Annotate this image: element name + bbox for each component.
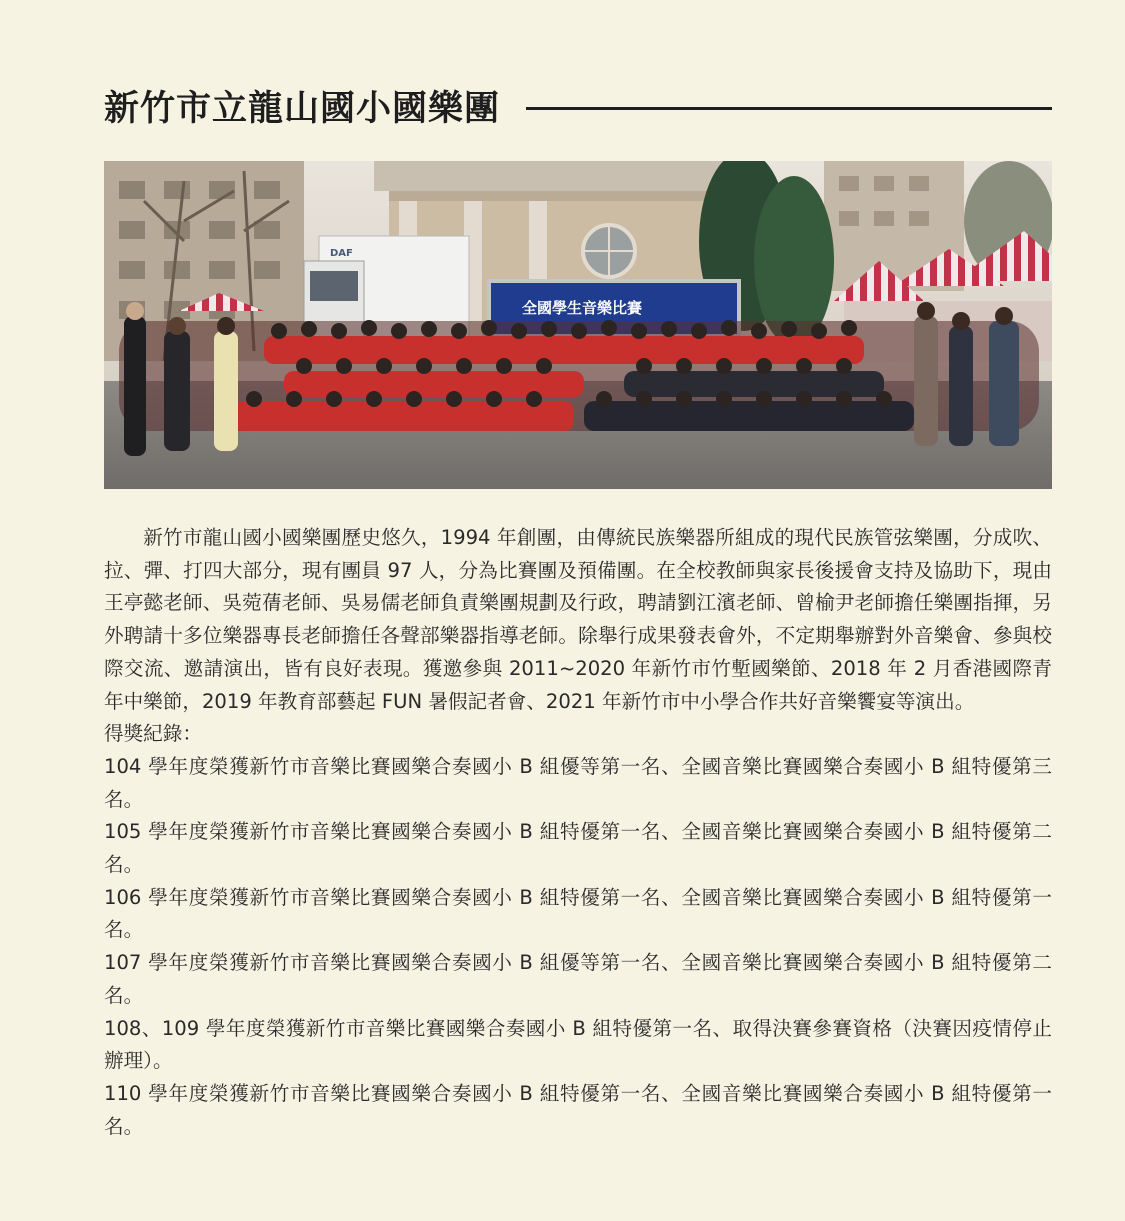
group-photo	[104, 161, 1052, 489]
award-item: 108、109 學年度榮獲新竹市音樂比賽國樂合奏國小 B 組特優第一名、取得決賽參賽資格（決賽因疫情停止辦理）。	[104, 1016, 1052, 1073]
intro-paragraph: 新竹市龍山國小國樂團歷史悠久，1994 年創團，由傳統民族樂器所組成的現代民族管弦樂團，分成吹、拉、彈、打四大部分，現有團員 97 人，分為比賽團及預備團。在全校教師與家長後援會支持及協助下，現由王亭懿老師、吳菀蒨老師、吳易儒老師負責樂團規劃及行政，聘請劉江濱老師、曾榆尹老師擔任樂團指揮，另外聘請十多位樂器專長老師擔任各聲部樂器指導老師。除舉行成果發表會外，不定期舉辦對外音樂會、參與校際交流、邀請演出，皆有良好表現。獲邀參與 2011~2020 年新竹市竹塹國樂節、2018 年 2 月香港國際青年中樂節，2019 年教育部藝起 FUN 暑假記者會、2021 年新竹市中小學合作共好音樂饗宴等演出。	[104, 526, 1052, 713]
award-item: 107 學年度榮獲新竹市音樂比賽國樂合奏國小 B 組優等第一名、全國音樂比賽國樂合奏國小 B 組特優第二名。	[104, 951, 1052, 1007]
award-item: 110 學年度榮獲新竹市音樂比賽國樂合奏國小 B 組特優第一名、全國音樂比賽國樂合奏國小 B 組特優第一名。	[104, 1081, 1052, 1138]
group-photo-illustration	[104, 161, 1052, 489]
event-banner-text: 全國學生音樂比賽	[522, 299, 643, 317]
award-item: 106 學年度榮獲新竹市音樂比賽國樂合奏國小 B 組特優第一名、全國音樂比賽國樂合奏國小 B 組特優第一名。	[104, 885, 1052, 942]
award-item: 104 學年度榮獲新竹市音樂比賽國樂合奏國小 B 組優等第一名、全國音樂比賽國樂合奏國小 B 組特優第三名。	[104, 754, 1052, 811]
awards-heading: 得獎紀錄：	[104, 722, 202, 746]
title-row	[104, 80, 1052, 132]
title-rule	[526, 107, 1052, 110]
award-item: 105 學年度榮獲新竹市音樂比賽國樂合奏國小 B 組特優第一名、全國音樂比賽國樂合奏國小 B 組特優第二名。	[104, 820, 1052, 877]
truck-label: DAF	[330, 248, 353, 259]
page-title: 新竹市立龍山國小國樂團	[104, 89, 501, 129]
school-building-top	[374, 161, 734, 191]
article-body	[104, 522, 1052, 1143]
